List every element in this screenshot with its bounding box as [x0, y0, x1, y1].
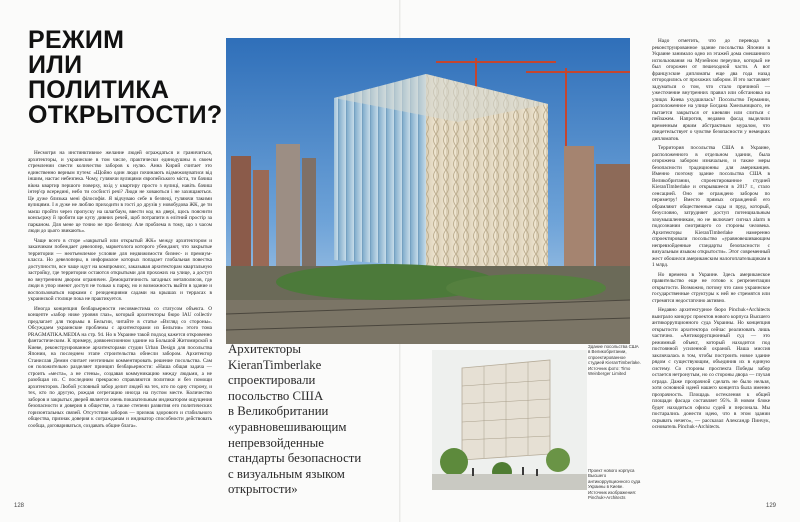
- pull-quote-line-1: Архитекторы: [228, 342, 302, 356]
- right-paragraph-4: Недавно архитектурное бюро Pinchuk+Architects выиграло конкурс проектов нового корпуса Высшего антикоррупционного суда Украины. Но концепция открытости архитектора сейчас реализовать лишь частично. «Антикоррупционный суд — это режимный объект, который находится под постоянной усиленной охраной. Наша миссия заключалась в том, чтобы построить новое здание рядом с существующим, объединив их в единую систему. Со стороны проспекта Победы забор остается нетронутым, но со стороны двора — глухая ограда. Даже прозрачной сделать не было нельзя, хотя основной идеей нашего концепта была именно прозрачность. Площадь остекления к общей площади фасада составляет 95%. В новом блоке будет находиться офисы судей и персонала. Мы постарались донести идею, что в этом здании скрывать нечего», — рассказал Александр Пинчук, основатель Pinchuk+Architects.: [652, 307, 770, 430]
- caption-embassy: Здание посольства США в Великобритании, спроектированное студией KieranTimberlake. Источник фото: Timo Weinberger Limited: [588, 344, 641, 377]
- article-title: [28, 26, 223, 129]
- right-text-column: [652, 38, 770, 498]
- pull-quote-line-6: «уравновешивающим: [228, 419, 347, 434]
- pull-quote-line-2: KieranTimberlake: [228, 357, 322, 372]
- left-paragraph-3: Иногда концепция безбарьерности несовместима со статусом объекта. О концепте «забор ниже уровня глаз», который архитекторы бюро IAU collectiv предлагает для тюрьмы в Бельгии, читайте в статье «Взгляд со стороны». Обсуждаем украинские проблемы с архитекторами из Бельгии» этого тома PRAGMATIKA.MEDIA на стр. 94. Но в Украине такой подход кажется откровенно фантастическим. К примеру, доввоенсионном здание на Большой Житомирской в Киеве, реконструированное архитекторами студии Urban Design для посольства Японии, на последнем этапе строительства обнесли забором. Архитектор Станислав Демин считает неэтичным комментировать решение посольства. Сам он положительно разделяет принцип безбарьерности: «Наша общая задача — строить «места», а не стены», создавая коммуникацию между людьми, а не разобщая их. С последним прекрасно справляются политики и без помощи архитекторов. Любой условный забор делит людей на тех, кто по одну сторону, и тех, кто по другую, рождая сегрегацию иногда на пустом месте. Количество заборов и закрытых дверей является очень показательным индикатором ощущения безопасности и доверия в обществе, а также степени развития его политических горизонтальных связей. Отсутствие заборов — признак здорового и стабильного общества, признак доверия к согражданам и индикатор способности действовать сообща, договариваться, создавать общие блага».: [28, 305, 212, 429]
- pull-quote-line-10: открытости»: [228, 482, 298, 497]
- right-paragraph-3: Но времена в Украине. Здесь американское правительство еще не готово к репрезентации открытости. Возможно, потому что само украинское государственные структуры к ней не стремятся или стремятся недостаточно активно.: [652, 271, 770, 304]
- pull-quote-line-4: посольство США: [228, 388, 324, 403]
- left-paragraph-1: Несмотря на инстинктивное желание людей ограждаться и граничиться, архитекторы, и украинские в том числе, практически единодушны в своем стремлении свести количество заборов к нулю. Анна Кирий считает это единственно верным путем: «Щойно один люди починають відмежовуватися від іншим, настає небезпека. Чому, гуляючи вулицями європейського міста, ти бачиш вікна квартир першого поверху, вхід у квартиру просто з вулиці, навіть бачиш інтер'єр всередині, небо ти сосбисті речі? Люди не ховаються і не захищаються. Це дуже близька мені філософія. Я відчуваю себе в безпеці, гуляючи такими вулицями. І я дуже не люблю приходити в гості до друзів у новобудова ЖК, де ти маєш пройти через пропуску на шлагбаум, ввести код на двері, щось пояснити консьєржу й зробити ще купу дивних речей, щоб потрапити в елітний простір за парканом. Для мене це точно не про безпеку. Але проблема в тому, що з часом люди до цього звикають».: [28, 150, 212, 234]
- pull-quote-line-9: с визуальным языком: [228, 466, 345, 481]
- left-text-column: [28, 150, 212, 498]
- pull-quote-line-7: непревзойденные: [228, 435, 324, 450]
- pull-quote-line-3: спроектировали: [228, 373, 316, 388]
- pull-quote-line-8: стандарты безопасности: [228, 451, 362, 466]
- title-line-2: ИЛИ ПОЛИТИКА: [28, 51, 170, 104]
- title-line-3: ОТКРЫТОСТИ?: [28, 101, 223, 129]
- right-paragraph-1: Надо отметить, что до перевода в реконструированное здание посольства Японии в Украине занимало одно из этажей дома смешанного использования на Музейном переулке, который не был огорожен от пешеходной части. А вот французские дипломаты еще два года назад отгородились от прохожих забором. И это заставляет задуматься о том, что стало причиной — ужесточение внутренних правил или обстановка на улицах Киева ухудшилась? Посольство Германии, расположенное на улице Богдана Хмельницкого, не пытается закрыться от киевлян или слиться с пейзажем. Напротив, недавно фасад выделили временным ярким абстрактным муралом, что свидетельствует о чувстве безопасности у немецких дипломатов.: [652, 38, 770, 142]
- pull-quote-line-5: в Великобритании: [228, 404, 329, 419]
- left-paragraph-2: Чаще всего в сторе «закрытый или открытый ЖК» между архитектором и заказчиком побеждает девелопер, маркетолога которого убеждают, что закрытые территории — неотъемлемое условие для недвижимости бизнес- и премиум-класса. Но девелоперы, в информалое которых попадает глобальная повестка доступности, все чаще идут на компромисс, заказывая архитекторам квартальную застройку, где территории остаются открытыми для прохожих на улице, а доступ во внутренним двором ограничен. Демократичность загадных метаполисов, где люди в упор имеют доступ не только к парку, но и возможность выйти в здание и воспользоваться нарками с резиденциями садами на крышах и террасах в украинской столице пока не практикуется.: [28, 237, 212, 302]
- page-number-right: 129: [766, 503, 777, 509]
- pull-quote: [228, 342, 428, 498]
- caption-court: Проект нового корпуса Высшего антикоррупционного суда Украины в Киеве. Источник изображения: Pinchuk+Architects: [588, 468, 641, 501]
- right-paragraph-2: Территория посольства США в Украине, расположенного в отдельном здании, была огорожена забором изначально, и также меры безопасности традиционны для американцев. Именно поэтому здание посольства США в Великобритании, спроектированное студией KieranTimberlake и открывшееся в 2017 г., стало сенсацией. Оно не ограждено забором по периметру! Вместо прямых ограждений его обрамляют общественные сады и пруд, который, безусловно, затрудняет доступ потенциальным злоумышленникам, но не включает сигнал alarm в подсознании смотрящего со стороны человека. Архитекторы KieranTimberlake намеренно спроектировали посольство «уравновешивающим непревзойденные стандарты безопасности с визуальным языком открытости». Этот современный жест обошелся американским налогоплательщикам в 1 млрд.: [652, 145, 770, 268]
- page-number-left: 128: [14, 503, 25, 509]
- embassy-photo: [226, 38, 630, 344]
- court-rendering: [432, 350, 587, 490]
- title-line-1: РЕЖИМ: [28, 26, 125, 54]
